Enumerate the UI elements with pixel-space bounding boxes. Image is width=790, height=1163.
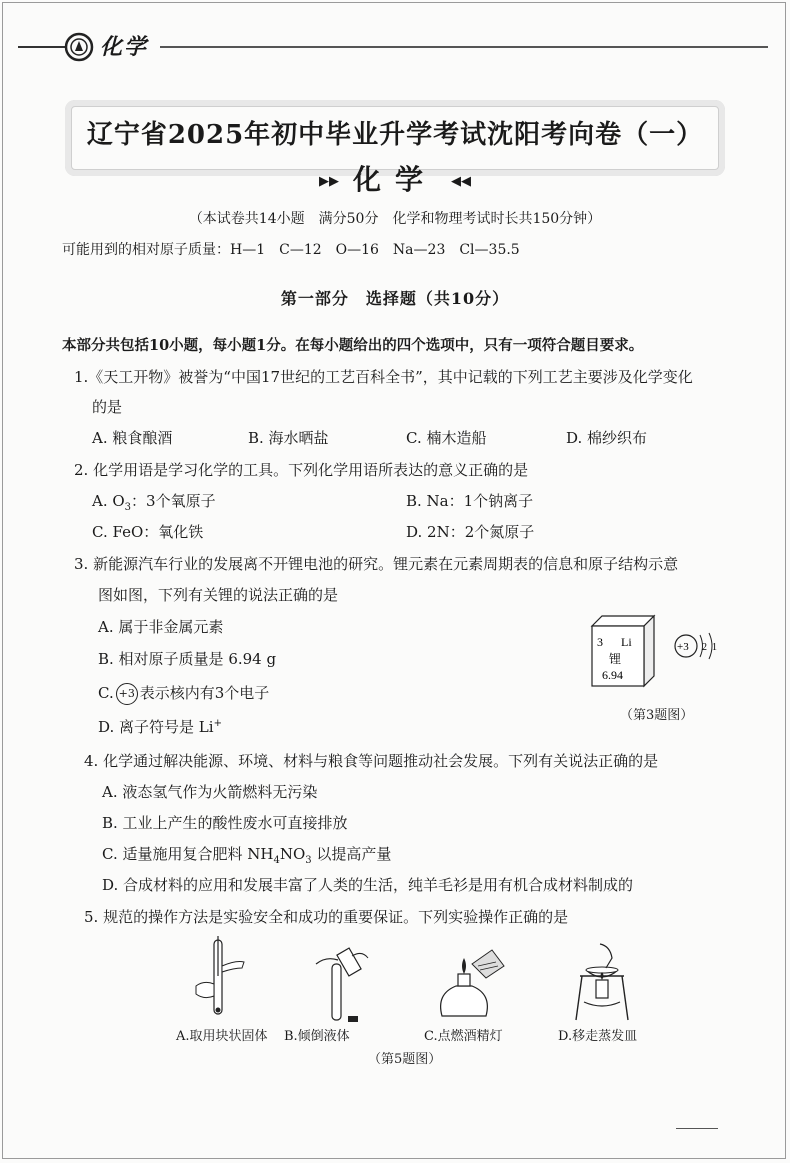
svg-text:Li: Li	[621, 635, 632, 649]
q4-option-a: A. 液态氢气作为火箭燃料无污染	[102, 783, 318, 801]
exam-title: 辽宁省2025年初中毕业升学考试沈阳考向卷（一）	[86, 120, 704, 150]
arrow-left-icon: ◀◀	[451, 174, 471, 189]
subject-logo-icon	[64, 32, 94, 62]
q2-option-c: C. FeO：氧化铁	[92, 523, 204, 541]
q5-label-a: A.取用块状固体	[176, 1029, 268, 1044]
svg-text:6.94: 6.94	[602, 668, 623, 682]
q5-label-c: C.点燃酒精灯	[424, 1029, 503, 1044]
q3-option-c: C. +3 表示核内有3个电子	[98, 682, 269, 705]
q1-option-b: B. 海水晒盐	[248, 429, 329, 447]
q1-stem-line1: 1.《天工开物》被誉为“中国17世纪的工艺百科全书”，其中记载的下列工艺主要涉及化学变化	[74, 368, 693, 386]
q4-stem: 4. 化学通过解决能源、环境、材料与粮食等问题推动社会发展。下列有关说法正确的是	[84, 752, 659, 770]
exam-info: （本试卷共14小题 满分50分 化学和物理考试时长共150分钟）	[188, 211, 602, 227]
title-banner	[65, 100, 725, 196]
q2-option-b: B. Na：1个钠离子	[406, 492, 534, 510]
nucleus-circle-icon: +3	[116, 683, 138, 705]
fig-remove-evaporating-dish-icon	[570, 940, 634, 1024]
q1-option-d: D. 棉纱织布	[566, 429, 648, 447]
lithium-atom-diagram	[672, 626, 722, 666]
q3-option-d: D. 离子符号是 Li+	[98, 718, 222, 736]
atomic-masses: 可能用到的相对原子质量：H—1 C—12 O—16 Na—23 Cl—35.5	[62, 242, 520, 258]
q3-stem-line2: 图如图，下列有关锂的说法正确的是	[98, 586, 339, 604]
q2-option-d: D. 2N：2个氮原子	[406, 523, 535, 541]
arrow-right-icon: ▶▶	[318, 174, 339, 189]
fig-pour-liquid-icon	[304, 946, 374, 1030]
q1-option-a: A. 粮食酿酒	[92, 429, 173, 447]
header-rule-right	[160, 46, 768, 48]
q4-option-b: B. 工业上产生的酸性废水可直接排放	[102, 814, 348, 832]
exam-subtitle	[65, 158, 725, 198]
fig-light-alcohol-lamp-icon	[428, 944, 508, 1024]
svg-text:+3: +3	[677, 641, 689, 653]
q1-stem-line2: 的是	[92, 398, 123, 416]
svg-text:1: 1	[712, 642, 717, 653]
section-heading: 第一部分 选择题（共10分）	[280, 289, 510, 308]
q3-option-b: B. 相对原子质量是 6.94 g	[98, 650, 277, 668]
q1-option-c: C. 楠木造船	[406, 429, 487, 447]
q5-label-b: B.倾倒液体	[284, 1029, 350, 1044]
fig-take-solid-icon	[186, 936, 256, 1020]
q5-label-d: D.移走蒸发皿	[558, 1029, 638, 1044]
q3-figure-caption: （第3题图）	[620, 708, 694, 723]
q5-figure-caption: （第5题图）	[368, 1052, 442, 1067]
svg-text:2: 2	[702, 642, 707, 653]
lithium-element-tile	[588, 612, 658, 692]
q5-stem: 5. 规范的操作方法是实验安全和成功的重要保证。下列实验操作正确的是	[84, 908, 569, 926]
q2-option-a: A. $O_3$：3个氧原子	[92, 492, 216, 513]
q3-option-a: A. 属于非金属元素	[98, 618, 224, 636]
q3-stem-line1: 3. 新能源汽车行业的发展离不开锂电池的研究。锂元素在元素周期表的信息和原子结构示意	[74, 555, 679, 573]
subtitle-text: 化学	[352, 163, 437, 196]
svg-text:锂: 锂	[609, 652, 622, 666]
svg-text:3: 3	[597, 635, 603, 649]
q2-stem: 2. 化学用语是学习化学的工具。下列化学用语所表达的意义正确的是	[74, 461, 529, 479]
header-rule-left	[18, 46, 66, 48]
footer-rule	[676, 1128, 718, 1129]
header-subject: 化学	[100, 34, 149, 60]
section-instruction: 本部分共包括10小题，每小题1分。在每小题给出的四个选项中，只有一项符合题目要求。	[62, 337, 644, 354]
q4-option-d: D. 合成材料的应用和发展丰富了人类的生活，纯羊毛衫是用有机合成材料制成的	[102, 876, 634, 894]
q4-option-c: C. 适量施用复合肥料 $NH_4NO_3$ 以提高产量	[102, 845, 392, 866]
